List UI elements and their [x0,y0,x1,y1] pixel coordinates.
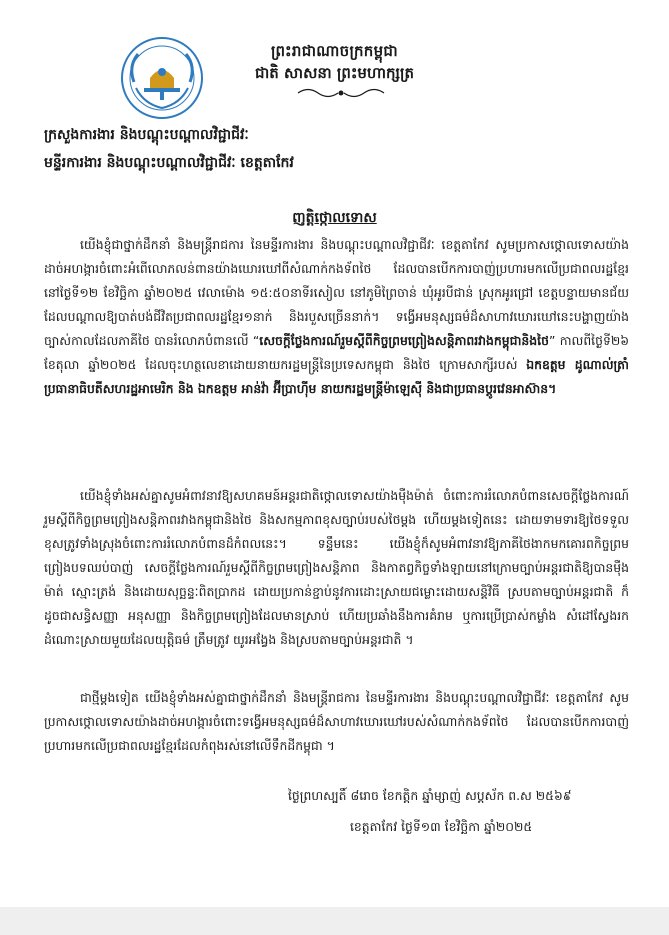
ministry-name: ក្រសួងការងារ និងបណ្តុះបណ្តាលវិជ្ជាជីវៈ [44,127,249,143]
ornament-divider [296,86,386,100]
paragraph-1-text-continued: ” កាលពីថ្ងៃទី២៦ ខែតុលា ឆ្នាំ២០២៥ ដែលចុះហត្ថលេខាដោយនាយករដ្ឋមន្ត្រីនៃប្រទេសកម្ពុជា និងថៃ ក្រោមសាក្សីរបស់ [44,333,629,372]
gregorian-date: ខេត្តតាកែវ ថ្ងៃទី១៣ ខែវិច្ឆិកា ឆ្នាំ២០២៥ [350,819,533,834]
paragraph-1-text: យើងខ្ញុំជាថ្នាក់ដឹកនាំ និងមន្ត្រីរាជការ នៃមន្ទីរការងារ និងបណ្តុះបណ្តាលវិជ្ជាជីវៈ ខេត្តតាកែវ សូមប្រកាសថ្កោលទោសយ៉ាងដាច់អហង្ការចំពោះអំពើលោភលន់ពានយ៉ាងឃោរឃៅពីសំណាក់កងទ័ពថៃ ដែលបានបើកការបាញ់ប្រហារមកលើប្រជាពលរដ្ឋខ្មែរ នៅថ្ងៃទី១២ ខែវិច្ឆិកា ឆ្នាំ២០២៥ វេលាម៉ោង ១៥:៥០នាទីរសៀល នៅភូមិព្រៃចាន់ ឃុំអូរបីជាន់ ស្រុកអូរជ្រៅ ខេត្តបន្ទាយមានជ័យ ដែលបណ្តាលឱ្យបាត់បង់ជីវិតប្រជាពលរដ្ឋខ្មែរ១នាក់ និងរបួសច្រើននាក់។ ទង្វើអមនុស្សធម៌ដ៏សាហាវឃោរឃៅនេះបង្ហាញយ៉ាងច្បាស់កាលដែលភាគីថៃ បានរំលោភបំពានលើ “ [44,237,629,348]
national-motto: ជាតិ សាសនា ព្រះមហាក្សត្រ [255,64,414,82]
paragraph-3 [44,686,629,758]
document-title: ញត្តិថ្កោលទោស [292,210,377,226]
paragraph-2-text: យើងខ្ញុំទាំងអស់គ្នាសូមអំពាវនាវឱ្យសហគមន៍អន្តរជាតិថ្កោលទោសយ៉ាងម៉ឺងម៉ាត់ ចំពោះការរំលោភបំពានសេចក្តីថ្លែងការណ៍រួមស្តីពីកិច្ចព្រមព្រៀងសន្តិភាពរវាងកម្ពុជានិងថៃ និងសកម្មភាពខុសច្បាប់របស់ថៃម្តង ហើយម្តងទៀតនេះ ដោយទាមទារឱ្យថៃទទួលខុសត្រូវទាំងស្រុងចំពោះការរំលោភបំពានដ៏កំពលនេះ។ ទន្ទឹមនេះ យើងខ្ញុំក៏សូមអំពាវនាវឱ្យភាគីថៃងាកមកគោរពកិច្ចព្រមព្រៀងបទឈប់បាញ់ សេចក្តីថ្លែងការណ៍រួមស្តីពីកិច្ចព្រមព្រៀងសន្តិភាព និងកាតព្វកិច្ចទាំងឡាយនៅក្រោមច្បាប់អន្តរជាតិឱ្យបានម៉ឺងម៉ាត់ ស្មោះត្រង់ និងដោយសុច្ឆន្ទៈពិតប្រាកដ ដោយប្រកាន់ខ្ជាប់នូវការដោះស្រាយជម្លោះដោយសន្តិវិធី ស្របតាមច្បាប់អន្តរជាតិ ក៏ដូចជាសន្ធិសញ្ញា អនុសញ្ញា និងកិច្ចព្រមព្រៀងដែលមានស្រាប់ ហើយប្រឆាំងនឹងការគំរាម ឬការប្រើប្រាស់កម្លាំង សំដៅស្វែងរកដំណោះស្រាយមួយដែលយុត្តិធម៌ ត្រឹមត្រូវ យូរអង្វែង និងស្របតាមច្បាប់អន្តរជាតិ ។ [44,488,629,647]
paragraph-1-bold-statement: សេចក្តីថ្លែងការណ៍រួមស្តីពីកិច្ចព្រមព្រៀងសន្តិភាពរវាងកម្ពុជានិងថៃ [259,333,549,348]
paragraph-1 [44,233,629,401]
lunar-date: ថ្ងៃព្រហស្បតិ៍ ៨រោច ខែកត្តិក ឆ្នាំម្សាញ់ សប្តស័ក ព.ស ២៥៦៩ [288,788,572,803]
paragraph-2 [44,484,629,652]
paragraph-3-text: ជាថ្មីម្តងទៀត យើងខ្ញុំទាំងអស់គ្នាជាថ្នាក់ដឹកនាំ និងមន្ត្រីរាជការ នៃមន្ទីរការងារ និងបណ្តុះបណ្តាលវិជ្ជាជីវៈ ខេត្តតាកែវ សូមប្រកាសថ្កោលទោសយ៉ាងដាច់អហង្ការចំពោះទង្វើអមនុស្សធម៌ដ៏សាហាវឃោរឃៅរបស់សំណាក់កងទ័ពថៃ ដែលបានបើកការបាញ់ប្រហារមកលើប្រជាពលរដ្ឋខ្មែរដែលកំពុងរស់នៅលើទឹកដីកម្ពុជា ។ [44,690,629,753]
kingdom-title: ព្រះរាជាណាចក្រកម្ពុជា [271,42,398,60]
paragraph-1-bold-witnesses: ឯកឧត្តម ដូណាល់ត្រាំ ប្រធានាធិបតីសហរដ្ឋអាមេរិក និង ឯកឧត្តម អាន់វ៉ា អ៊ីប្រាហ៊ីម នាយករដ្ឋមន្ត្រីម៉ាឡេស៊ី និងជាប្រធានប្តូរវេនអាស៊ាន។ [44,357,629,396]
page-bottom-margin [0,907,669,935]
department-name: មន្ទីរការងារ និងបណ្តុះបណ្តាលវិជ្ជាជីវៈ ខេត្តតាកែវ [44,155,294,171]
